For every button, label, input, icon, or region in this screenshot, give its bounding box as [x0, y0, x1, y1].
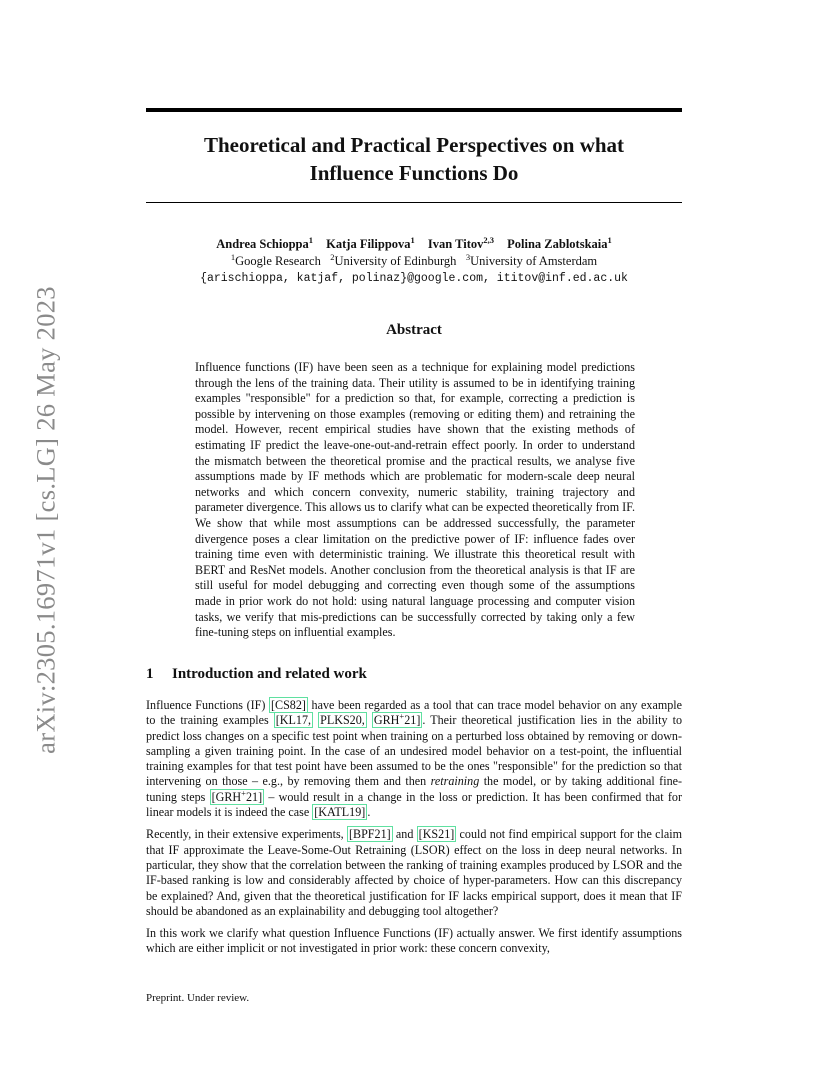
section-heading: 1 Introduction and related work [146, 666, 367, 682]
section-body [146, 698, 682, 964]
citation-link[interactable]: GRH+21] [373, 711, 421, 728]
abstract-text: Influence functions (IF) have been seen as a technique for explaining model predictions through the lens of the training data. Their utility is assumed to be in identifying training examples "responsible" for a prediction so that, for example, correcting a prediction is possible by intervening on those examples (removing or editing them) and retraining the model. However, recent empirical studies have shown that the existing methods of estimating IF predict the leave-one-out-and-retrain effect poorly. In order to understand the mismatch between the theoretical promise and the practical results, we analyse five assumptions made by IF methods which are problematic for modern-scale deep neural networks and which concern convexity, numeric stability, training trajectory and parameter divergence. This allows us to clarify what can be expected theoretically from IF. We show that while most assumptions can be addressed successfully, the parameter divergence poses a clear limitation on the predictive power of IF: influence fades over training time even with deterministic training. We illustrate this theoretical result with BERT and ResNet models. Another conclusion from the theoretical analysis is that IF are still useful for model debugging and correcting even though some of the assumptions made in prior work do not hold: using natural language processing and computer vision tasks, we verify that mis-predictions can be successfully corrected by taking only a few fine-tuning steps on influential examples. [195, 360, 635, 640]
citation-link[interactable]: [GRH+21] [211, 787, 263, 804]
author: Katja Filippova$^1$ [326, 234, 415, 251]
page-footer: Preprint. Under review. [146, 992, 250, 1004]
citation-link[interactable]: [KL17, [275, 713, 312, 728]
title-top-rule [146, 108, 682, 112]
paragraph: Recently, in their extensive experiments, [BPF21] and [KS21] could not find empirical support for the claim that IF approximate the Leave-Some-Out Retraining (LSOR) effect on the loss in deep neural networks. In particular, they show that the correlation between the ranking of training examples produced by LSOR and the IF-based ranking is low and considerably affected by choice of hyper-parameters. How can this discrepancy be explained? And, given that the theoretical justification for IF lacks empirical support, does it mean that IF should be abandoned as an explainability and debugging tool altogether? [146, 827, 682, 918]
citation-link[interactable]: [CS82] [270, 698, 306, 712]
author: Polina Zablotskaia$^1$ [507, 234, 612, 251]
paragraph: In this work we clarify what question Influence Functions (IF) actually answer. We first identify assumptions which are either implicit or not investigated in prior work: these concern convexity, [146, 926, 682, 956]
paper-title: Theoretical and Practical Perspectives on what Influence Functions Do [203, 133, 625, 185]
citation-link[interactable]: [KATL19] [314, 805, 366, 820]
citation-link[interactable]: [BPF21] [348, 827, 391, 842]
arxiv-id: arXiv:2305.16971v1 [cs.LG] 26 May 2023 [30, 286, 61, 754]
affiliations: $^1$Google Research $^2$University of Edinburgh $^3$University of Amsterdam [230, 251, 598, 268]
citation-link[interactable]: [KS21] [418, 827, 455, 842]
author-emails: {arischioppa, katjaf, polinaz}@google.com, ititov@inf.ed.ac.uk [200, 272, 628, 285]
author: Andrea Schioppa$^1$ [216, 234, 314, 251]
author: Ivan Titov$^{2,3}$ [427, 234, 494, 251]
author-names [146, 236, 682, 253]
citation-link[interactable]: PLKS20, [320, 713, 365, 728]
title-bottom-rule [146, 202, 682, 203]
abstract-heading: Abstract [386, 322, 442, 338]
author-block [146, 236, 682, 287]
paragraph: Influence Functions (IF) [CS82] have been regarded as a tool that can trace model behavior on any example to the training examples [KL17, PLKS20, GRH+21] . Their theoretical justification lies in the ability to predict loss changes on a specific test point when training on a perturbed loss obtained by removing or down-sampling a given training point. In the case of an undesired model behavior on a test-point, the influential training examples for that test point have been assumed to be the ones "responsible" for the prediction so that intervening on those – e.g., by removing them and then retraining the model, or by taking additional fine-tuning steps [GRH+21] – would result in a change in the loss or prediction. It has been confirmed that for linear models it is indeed the case [KATL19] . [146, 698, 683, 820]
